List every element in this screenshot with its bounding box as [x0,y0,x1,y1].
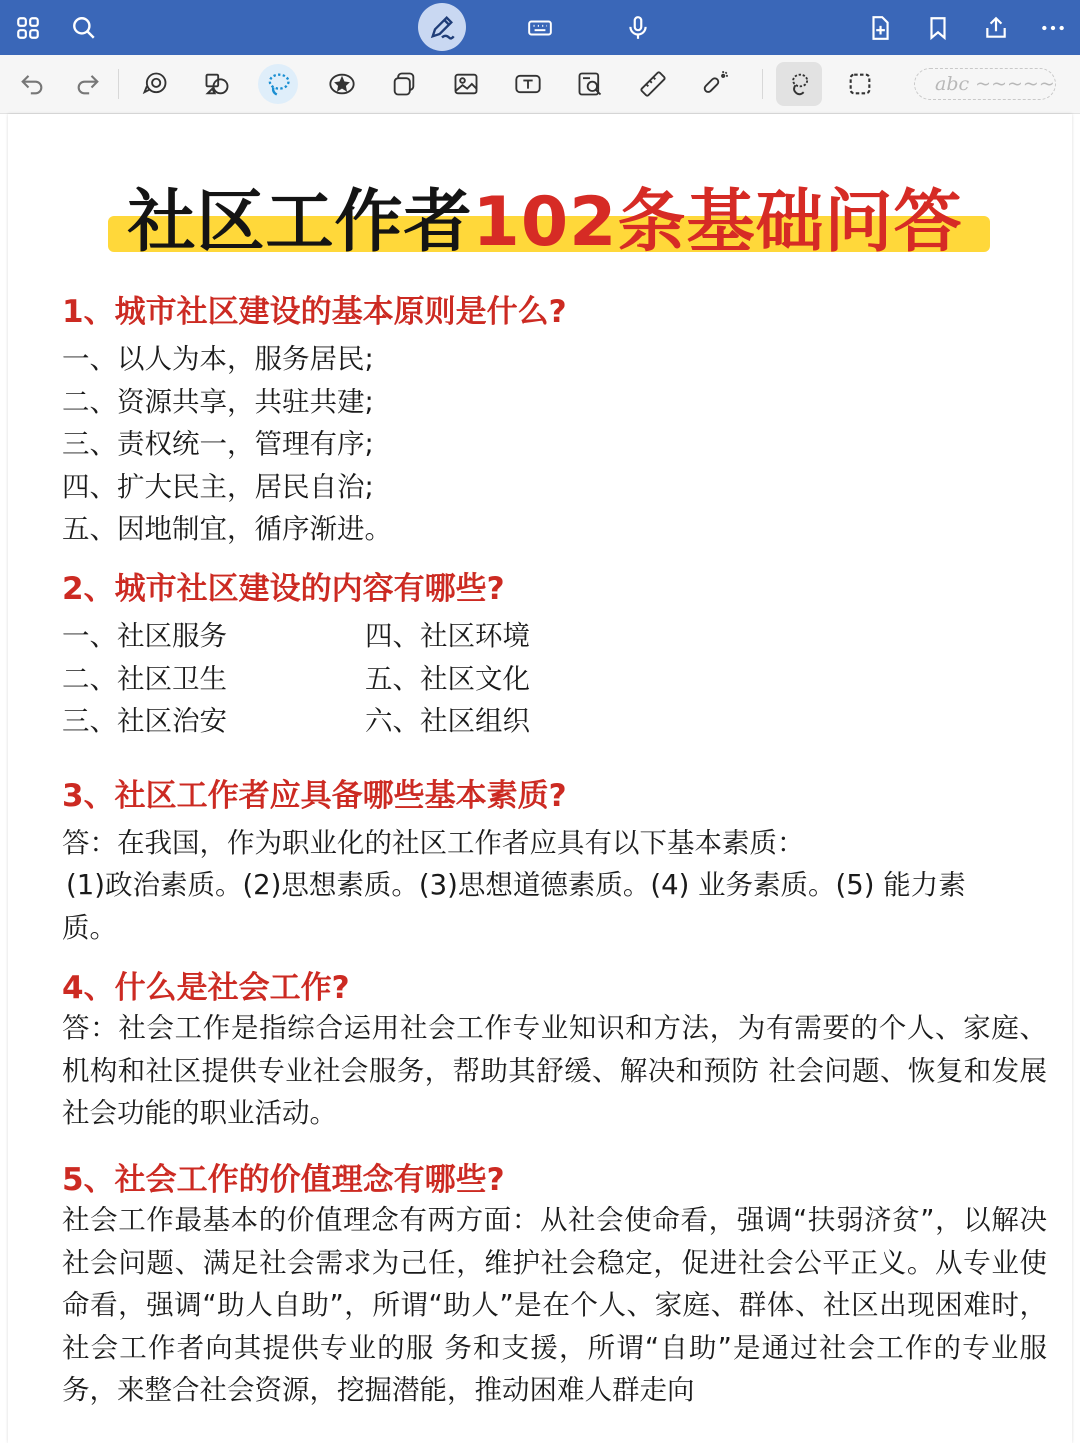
hand-lasso-icon[interactable] [776,62,822,106]
search-icon[interactable] [64,8,104,48]
more-icon[interactable] [1033,8,1073,48]
microphone-icon[interactable] [618,8,658,48]
toolbar-divider [762,69,763,99]
list-item: 五、社区文化 [365,663,530,695]
shapes-icon[interactable] [197,64,237,104]
top-app-bar [0,0,1080,55]
list-item: 三、社区治安 [62,705,227,737]
toolbar-divider [118,69,119,99]
lasso-icon[interactable] [135,64,175,104]
grid-icon[interactable] [8,8,48,48]
answer-paragraph: 社会工作最基本的价值理念有两方面：从社会使命看，强调“扶弱济贫”，以解决社会问题、满足社会需求为己任，维护社会稳定，促进社会公平正义。从专业使命看，强调“助人自助”，所谓“助人”是在个人、家庭、群体、社区出现困难时，社会工作者向其提供专业的服 务和支援，所谓“自助”是通过社会工作的专业服务，来整合社会资源，挖掘潜能，推动困难人群走向 [62,1204,1047,1406]
list-item: 二、资源共享，共驻共建; [62,386,374,418]
handwriting-input-box[interactable]: abc ~~~~~ [914,68,1056,100]
question-heading: 3、社区工作者应具备哪些基本素质? [62,778,567,814]
list-item: 一、以人为本，服务居民; [62,343,374,375]
bookmark-icon[interactable] [918,8,958,48]
ruler-icon[interactable] [633,64,673,104]
page-title [100,158,990,262]
list-item: 四、扩大民主，居民自治; [62,471,374,503]
question-heading: 1、城市社区建设的基本原则是什么? [62,294,567,330]
question-heading: 4、什么是社会工作? [62,970,350,1006]
title-dark-part: 社区工作者 [127,183,473,262]
list-item: 一、社区服务 [62,620,227,652]
scan-icon[interactable] [570,64,610,104]
answer-paragraph: 答：社会工作是指综合运用社会工作专业知识和方法，为有需要的个人、家庭、机构和社区提供专业社会服务，帮助其舒缓、解决和预防 社会问题、恢复和发展社会功能的职业活动。 [62,1012,1047,1129]
redo-icon[interactable] [68,64,108,104]
image-icon[interactable] [446,64,486,104]
list-item: 四、社区环境 [365,620,530,652]
laser-icon[interactable] [695,64,735,104]
undo-icon[interactable] [12,64,52,104]
list-item: 三、责权统一，管理有序; [62,428,374,460]
list-item: 二、社区卫生 [62,663,227,695]
question-heading: 2、城市社区建设的内容有哪些? [62,571,505,607]
pen-icon[interactable] [418,3,466,51]
list-item: 五、因地制宜，循序渐进。 [62,513,392,545]
selection-icon[interactable] [840,64,880,104]
tool-bar [0,55,1080,114]
answer-line: 质。 [62,912,117,944]
lasso-circle-icon[interactable] [258,64,298,104]
list-item: 六、社区组织 [365,705,530,737]
add-page-icon[interactable] [860,8,900,48]
text-box-icon[interactable] [508,64,548,104]
answer-line: (1)政治素质。(2)思想素质。(3)思想道德素质。(4) 业务素质。(5) 能力素 [66,869,966,901]
title-text [100,168,990,265]
sticker-icon[interactable] [322,64,362,104]
answer-line: 答：在我国，作为职业化的社区工作者应具有以下基本素质： [62,827,805,859]
share-icon[interactable] [976,8,1016,48]
keyboard-icon[interactable] [520,8,560,48]
title-red-part: 102条基础问答 [472,183,963,262]
question-heading: 5、社会工作的价值理念有哪些? [62,1162,505,1198]
element-icon[interactable] [384,64,424,104]
